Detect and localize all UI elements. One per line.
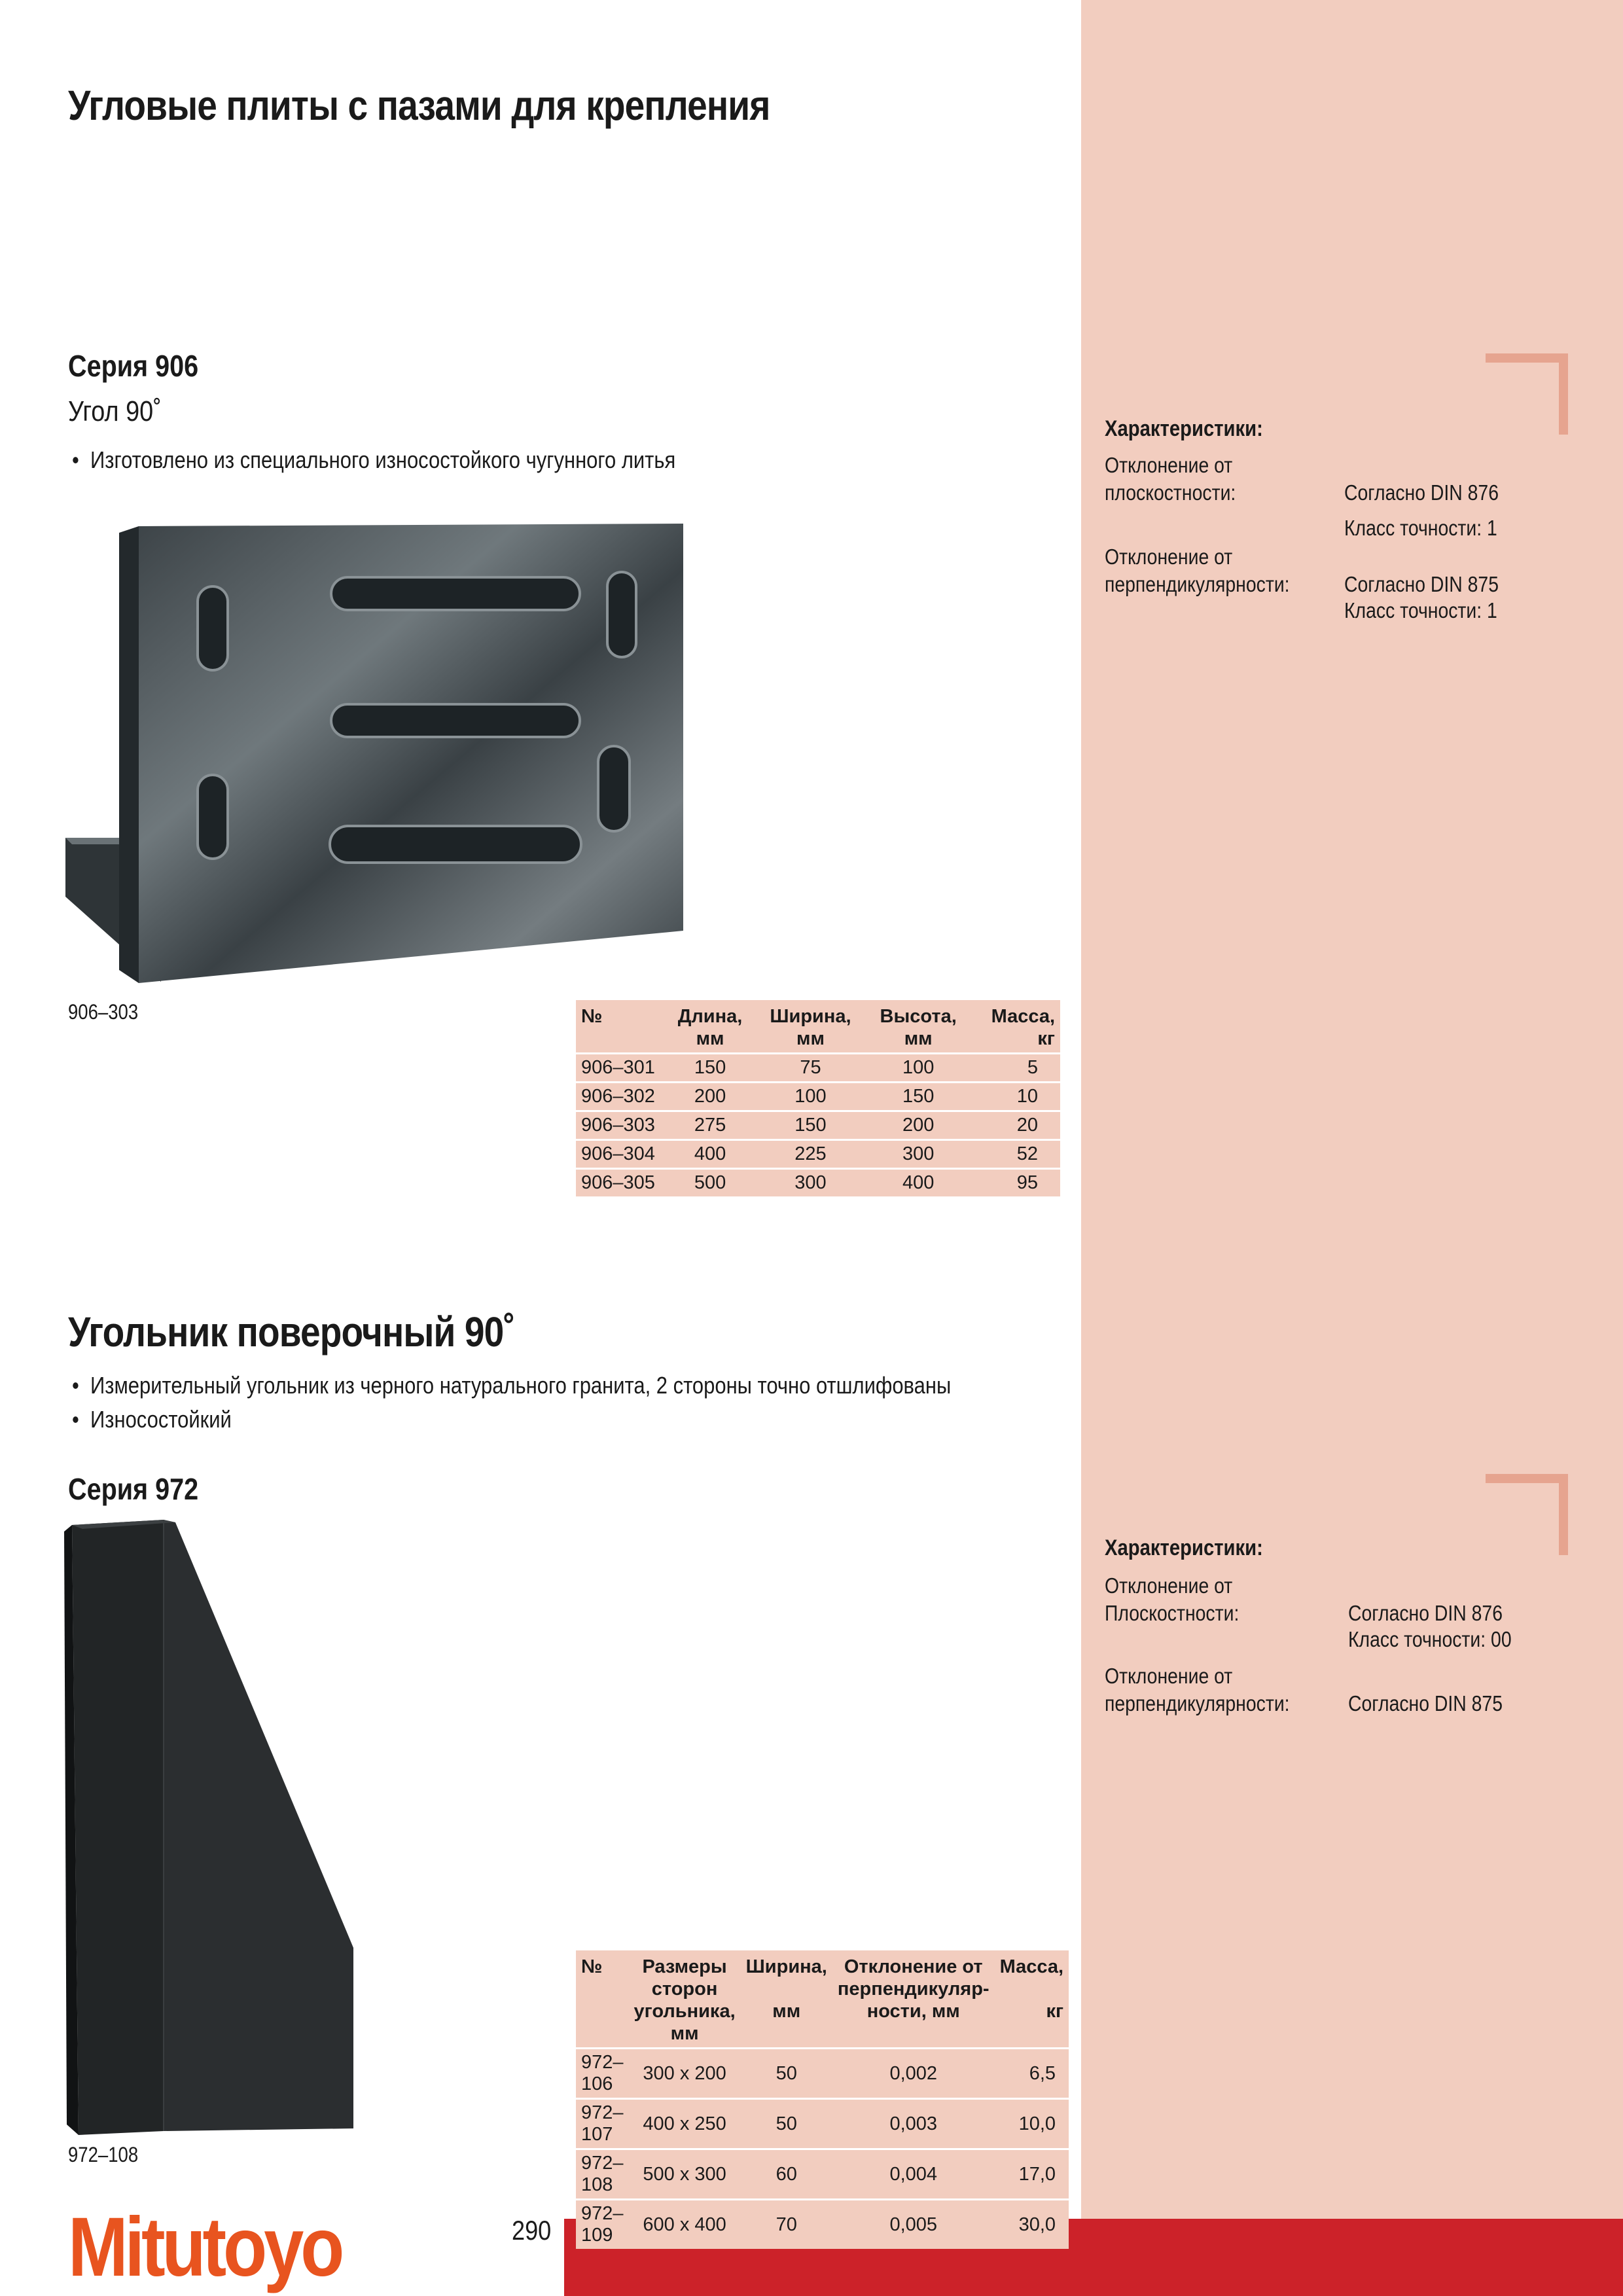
spec-label: плоскостности: xyxy=(1105,480,1236,505)
spec-value: Согласно DIN 875 xyxy=(1348,1691,1503,1715)
bullet-text: Изготовлено из специального износостойкого чугунного литья xyxy=(90,446,676,473)
spec-value: Класс точности: 00 xyxy=(1348,1627,1512,1651)
bullet-text: Измерительный угольник из черного натурального гранита, 2 стороны точно отшлифованы xyxy=(90,1372,952,1399)
table-cell: 600 x 400 xyxy=(629,2200,741,2250)
table-cell: 70 xyxy=(741,2200,832,2250)
image-caption-906: 906–303 xyxy=(68,1000,139,1024)
bullet-item: • Изготовлено из специального износостойкого чугунного литья xyxy=(72,446,676,473)
table-row xyxy=(576,2049,1069,2099)
column-header: № xyxy=(581,1956,603,1977)
table-cell: 10,0 xyxy=(995,2099,1069,2149)
series-906-heading: Серия 906 xyxy=(68,349,199,383)
mitutoyo-logo: Mitutoyo xyxy=(68,2200,342,2294)
spec-label: Отклонение от xyxy=(1105,1573,1233,1598)
table-cell: 972–108 xyxy=(576,2149,629,2200)
spec-label: Отклонение от xyxy=(1105,453,1233,477)
corner-marker xyxy=(1559,353,1568,435)
spec-label: Отклонение от xyxy=(1105,545,1233,569)
table-cell: 0,005 xyxy=(832,2200,995,2250)
table-cell: 0,003 xyxy=(832,2099,995,2149)
table-cell: 300 xyxy=(866,1140,971,1169)
table-cell: 150 xyxy=(755,1111,866,1140)
characteristics-sidebar xyxy=(1081,0,1623,2219)
table-cell: 906–302 xyxy=(576,1083,665,1111)
table-cell: 500 x 300 xyxy=(629,2149,741,2200)
table-cell: 906–305 xyxy=(576,1169,665,1197)
column-header: Масса, кг xyxy=(999,1956,1064,2022)
table-cell: 972–106 xyxy=(576,2049,629,2099)
table-cell: 0,002 xyxy=(832,2049,995,2099)
bullet-item: • Износостойкий xyxy=(72,1406,232,1433)
page-number: 290 xyxy=(512,2215,552,2246)
table-header-row xyxy=(576,1950,1069,2049)
table-cell: 30,0 xyxy=(995,2200,1069,2250)
corner-marker xyxy=(1486,353,1568,363)
column-header: Высота, мм xyxy=(880,1006,957,1049)
table-cell: 50 xyxy=(741,2099,832,2149)
column-header: № xyxy=(581,1006,603,1027)
table-cell: 5 xyxy=(971,1054,1060,1083)
granite-square-image xyxy=(59,1516,360,2138)
table-row xyxy=(576,2149,1069,2200)
column-header: Ширина, мм xyxy=(745,1956,827,2022)
column-header: Отклонение от перпендикуляр- ности, мм xyxy=(837,1956,990,2022)
table-cell: 400 xyxy=(866,1169,971,1197)
series-972-table xyxy=(576,1950,1069,2249)
table-cell: 300 xyxy=(755,1169,866,1197)
table-cell: 400 xyxy=(665,1140,755,1169)
page-title: Угловые плиты с пазами для крепления xyxy=(68,82,770,129)
table-cell: 275 xyxy=(665,1111,755,1140)
series-906-table xyxy=(576,1000,1060,1196)
corner-marker xyxy=(1559,1474,1568,1555)
characteristics-heading: Характеристики: xyxy=(1105,416,1263,441)
column-header: Размеры сторон угольника, мм xyxy=(633,1956,736,2044)
bullet-text: Износостойкий xyxy=(90,1406,232,1433)
table-cell: 6,5 xyxy=(995,2049,1069,2099)
spec-value: Согласно DIN 875 xyxy=(1344,572,1499,596)
table-cell: 20 xyxy=(971,1111,1060,1140)
table-cell: 0,004 xyxy=(832,2149,995,2200)
series-972-heading: Серия 972 xyxy=(68,1472,199,1506)
table-cell: 95 xyxy=(971,1169,1060,1197)
table-row xyxy=(576,2099,1069,2149)
spec-label: Отклонение от xyxy=(1105,1664,1233,1688)
table-row xyxy=(576,1169,1060,1197)
table-row xyxy=(576,1083,1060,1111)
spec-label: перпендикулярности: xyxy=(1105,572,1290,596)
spec-value: Согласно DIN 876 xyxy=(1348,1601,1503,1625)
table-cell: 906–301 xyxy=(576,1054,665,1083)
table-cell: 150 xyxy=(866,1083,971,1111)
angle-subtitle: Угол 90˚ xyxy=(68,395,162,427)
table-cell: 100 xyxy=(755,1083,866,1111)
spec-label: Плоскостности: xyxy=(1105,1601,1240,1625)
corner-marker xyxy=(1486,1474,1568,1483)
table-cell: 60 xyxy=(741,2149,832,2200)
spec-value: Согласно DIN 876 xyxy=(1344,480,1499,505)
angle-plate-image xyxy=(63,517,691,988)
table-cell: 200 xyxy=(665,1083,755,1111)
table-row xyxy=(576,1054,1060,1083)
table-row xyxy=(576,1140,1060,1169)
table-row xyxy=(576,2200,1069,2250)
table-cell: 100 xyxy=(866,1054,971,1083)
table-cell: 150 xyxy=(665,1054,755,1083)
table-cell: 225 xyxy=(755,1140,866,1169)
table-cell: 50 xyxy=(741,2049,832,2099)
characteristics-heading: Характеристики: xyxy=(1105,1535,1263,1560)
table-cell: 972–107 xyxy=(576,2099,629,2149)
spec-label: перпендикулярности: xyxy=(1105,1691,1290,1715)
table-cell: 52 xyxy=(971,1140,1060,1169)
table-cell: 972–109 xyxy=(576,2200,629,2250)
bullet-item: • Измерительный угольник из черного натурального гранита, 2 стороны точно отшлифованы xyxy=(72,1372,952,1399)
table-header-row xyxy=(576,1000,1060,1054)
table-cell: 906–303 xyxy=(576,1111,665,1140)
section-title-square: Угольник поверочный 90˚ xyxy=(68,1308,515,1355)
table-cell: 906–304 xyxy=(576,1140,665,1169)
image-caption-972: 972–108 xyxy=(68,2143,139,2166)
column-header: Ширина, мм xyxy=(770,1006,851,1049)
table-cell: 200 xyxy=(866,1111,971,1140)
column-header: Масса, кг xyxy=(991,1006,1055,1049)
table-cell: 300 x 200 xyxy=(629,2049,741,2099)
table-cell: 400 x 250 xyxy=(629,2099,741,2149)
spec-value: Класс точности: 1 xyxy=(1344,598,1497,622)
table-cell: 75 xyxy=(755,1054,866,1083)
table-cell: 10 xyxy=(971,1083,1060,1111)
table-row xyxy=(576,1111,1060,1140)
table-cell: 500 xyxy=(665,1169,755,1197)
table-cell: 17,0 xyxy=(995,2149,1069,2200)
spec-value: Класс точности: 1 xyxy=(1344,516,1497,540)
column-header: Длина, мм xyxy=(677,1006,743,1049)
